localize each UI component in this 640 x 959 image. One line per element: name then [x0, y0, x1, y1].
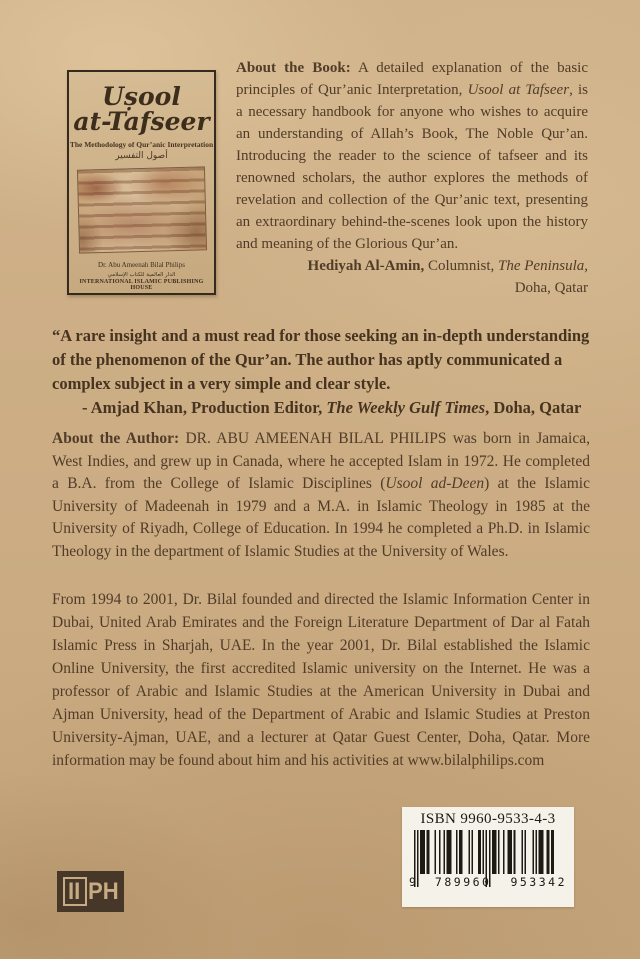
thumbnail-arabic-publisher: الدار العالمية للكتاب الإسلامي [107, 272, 176, 278]
iiph-logo-box [63, 877, 87, 906]
barcode-digit-group2: 789960 [434, 875, 492, 889]
thumbnail-title [69, 84, 214, 134]
front-cover-thumbnail [67, 70, 216, 295]
thumbnail-title-line1: Uṣool [102, 82, 181, 111]
attribution-line1: Hediyah Al-Amin, Columnist, The Peninsula, [307, 258, 588, 274]
barcode-digit-group1: 9 [409, 875, 416, 889]
manuscript-image [76, 166, 206, 253]
thumbnail-arabic-title: أصول التفسير [115, 151, 168, 161]
isbn-number: ISBN 9960-9533-4-3 [420, 811, 556, 827]
about-author-paragraph: About the Author: DR. ABU AMEENAH BILAL PHILIPS was born in Jamaica, West Indies, and grew up in Canada, where he accepted Islam in 1972. He completed a B.A. from the College of Islamic Disciplines (Usool ad-Deen) at the Islamic University of Madeenah in 1979 and a M.A. in Islamic Theology in 1985 at the University of Riyadh, College of Education. In 1994 he completed a Ph.D. in Islamic Theology in the department of Islamic Studies at the University of Wales. [52, 430, 590, 560]
review-quote-attribution: - Amjad Khan, Production Editor, The Weekly Gulf Times, Doha, Qatar [82, 398, 582, 417]
about-book-attribution [236, 255, 588, 299]
about-book-paragraph: About the Book: A detailed explanation of the basic principles of Qur’anic Interpretation, Usool at Tafseer, is a necessary handbook for anyone who wishes to acquire an understanding of Allah’s Book, The Noble Qur’an. Introducing the reader to the science of tafseer and its renowned scholars, the author explores the methods of revelation and collection of the Qur’anic text, presenting an extraordinary behind-the-scenes look upon the history and meaning of the Glorious Qur’an. [236, 60, 588, 252]
barcode-digit-group3: 953342 [510, 875, 567, 889]
thumbnail-author: Dr. Abu Ameenah Bilal Philips [98, 261, 185, 269]
iiph-logo [57, 871, 124, 912]
thumbnail-title-line2: at-Tafseer [73, 107, 210, 136]
career-paragraph: From 1994 to 2001, Dr. Bilal founded and directed the Islamic Information Center in Dubai, United Arab Emirates and the Foreign Literature Department of Dar al Fatah Islamic Press in Sharjah, UAE. In the year 2001, Dr. Bilal established the Islamic Online University, the first accredited Islamic university on the Internet. He was a professor of Arabic and Islamic Studies at the American University in Dubai and Ajman University, head of the Department of Arabic and Islamic Studies at Preston University-Ajman, UAE, and a lecturer at Qatar Guest Center, Doha, Qatar. More information may be found about him and his activities at www.bilalphilips.com [52, 591, 590, 769]
review-quote-text: “A rare insight and a must read for those seeking an in-depth understanding of the phenomenon of the Qur’an. The author has aptly communicated a complex subject in a very simple and clear style. [52, 326, 590, 393]
thumbnail-subtitle: The Methodology of Qur’anic Interpretation [69, 140, 214, 149]
iiph-logo-right-letters: PH [88, 877, 119, 905]
iiph-logo-box-letters: II [68, 877, 81, 905]
barcode-digits [409, 875, 567, 889]
isbn-barcode-label [402, 807, 574, 907]
attribution-line2: Doha, Qatar [514, 280, 588, 296]
review-quote [52, 324, 597, 420]
thumbnail-publisher: INTERNATIONAL ISLAMIC PUBLISHING HOUSE [79, 279, 204, 291]
